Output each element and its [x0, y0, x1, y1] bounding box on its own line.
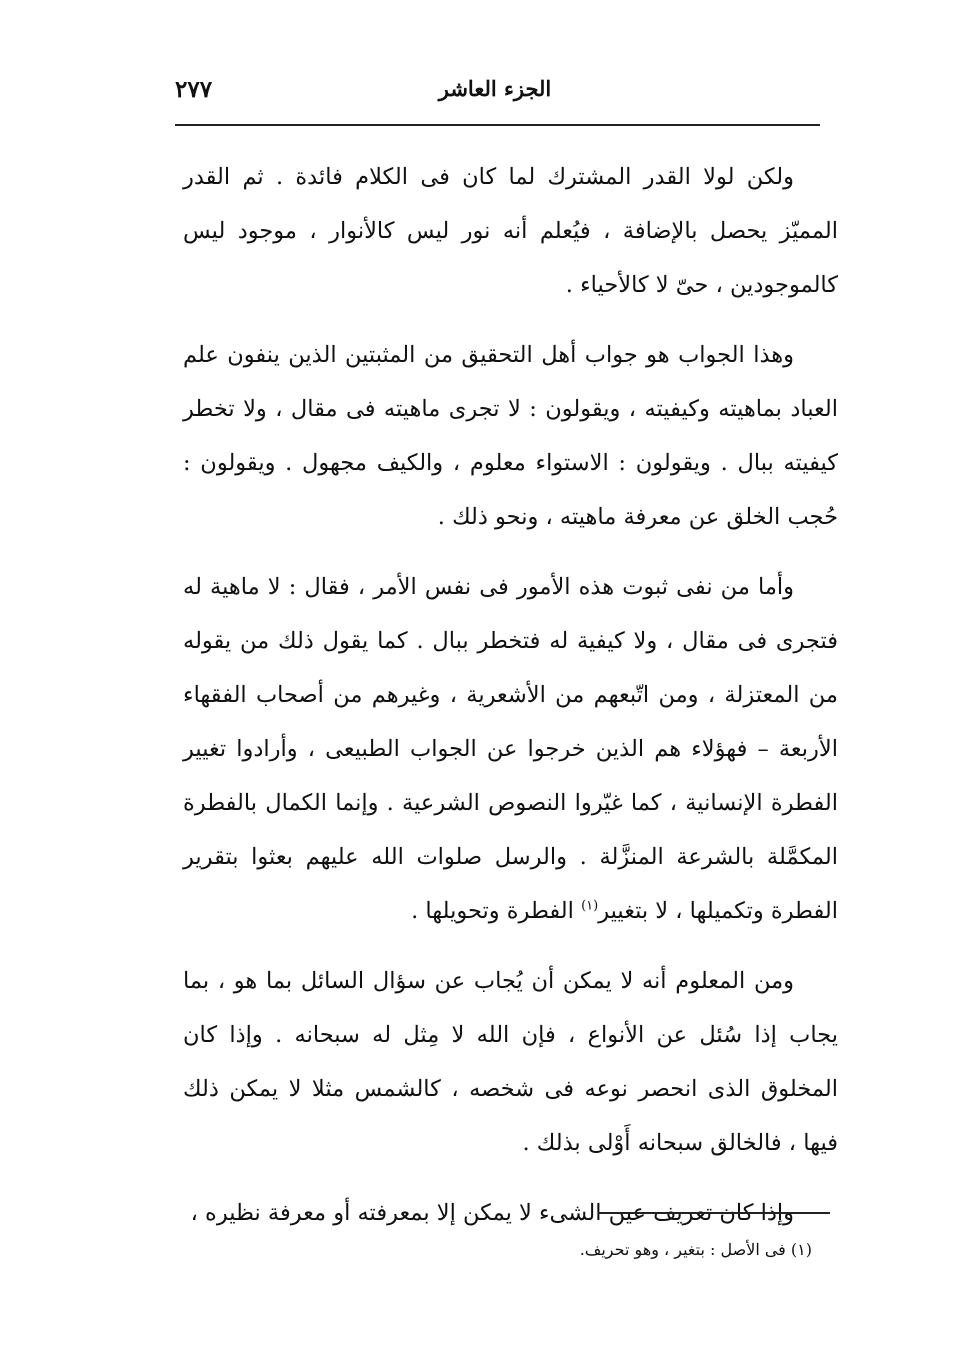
footnote-rule: [598, 1212, 830, 1214]
paragraph-2: وهذا الجواب هو جواب أهل التحقيق من المثبتين الذين ينفون علم العباد بماهيته وكيفيته ، ويقولون : لا تجرى ماهيته فى مقال ، ولا تخطر كيفيته ببال . ويقولون : الاستواء معلوم ، والكيف مجهول . ويقولون : حُجب الخلق عن معرفة ماهيته ، ونحو ذلك .: [183, 342, 838, 530]
paragraph-5: وإذا كان تعريف عين الشىء لا يمكن إلا بمعرفته أو معرفة نظيره ،: [190, 1200, 794, 1226]
paragraph-3-text-end: الفطرة وتحويلها .: [411, 898, 582, 924]
running-title: الجزء العاشر: [438, 76, 552, 101]
paragraph-4: ومن المعلوم أنه لا يمكن أن يُجاب عن سؤال السائل بما هو ، بما يجاب إذا سُئل عن الأنواع ، فإن الله لا مِثل له سبحانه . وإذا كان المخلوق الذى انحصر نوعه فى شخصه ، كالشمس مثلا لا يمكن ذلك فيها ، فالخالق سبحانه أَوْلى بذلك .: [183, 968, 838, 1156]
paragraph-3-text: وأما من نفى ثبوت هذه الأمور فى نفس الأمر ، فقال : لا ماهية له فتجرى فى مقال ، ولا كيفية له فتخطر ببال . كما يقول ذلك من يقوله من المعتزلة ، ومن اتّبعهم من الأشعرية ، وغيرهم من أصحاب الفقهاء الأربعة – فهؤلاء هم الذين خرجوا عن الجواب الطبيعى ، وأرادوا تغيير الفطرة الإنسانية ، كما غيّروا النصوص الشرعية . وإنما الكمال بالفطرة المكمَّلة بالشرعة المنزَّلة . والرسل صلوات الله عليهم بعثوا بتقرير الفطرة وتكميلها ، لا بتغيير: [183, 574, 838, 924]
footnote-reference-mark: (١): [581, 898, 599, 914]
paragraph-1: ولكن لولا القدر المشترك لما كان فى الكلام فائدة . ثم القدر المميّز يحصل بالإضافة ، فيُعلم أنه نور ليس كالأنوار ، موجود ليس كالموجودين ، حىّ لا كالأحياء .: [183, 164, 838, 298]
paragraph-3: [183, 560, 838, 938]
body-text: [183, 150, 838, 1256]
header-rule: [175, 124, 820, 126]
page-number: ٢٧٧: [175, 76, 213, 103]
footnote: (١) فى الأصل : بتغير ، وهو تحريف.: [579, 1240, 812, 1259]
page-header: [175, 72, 820, 112]
